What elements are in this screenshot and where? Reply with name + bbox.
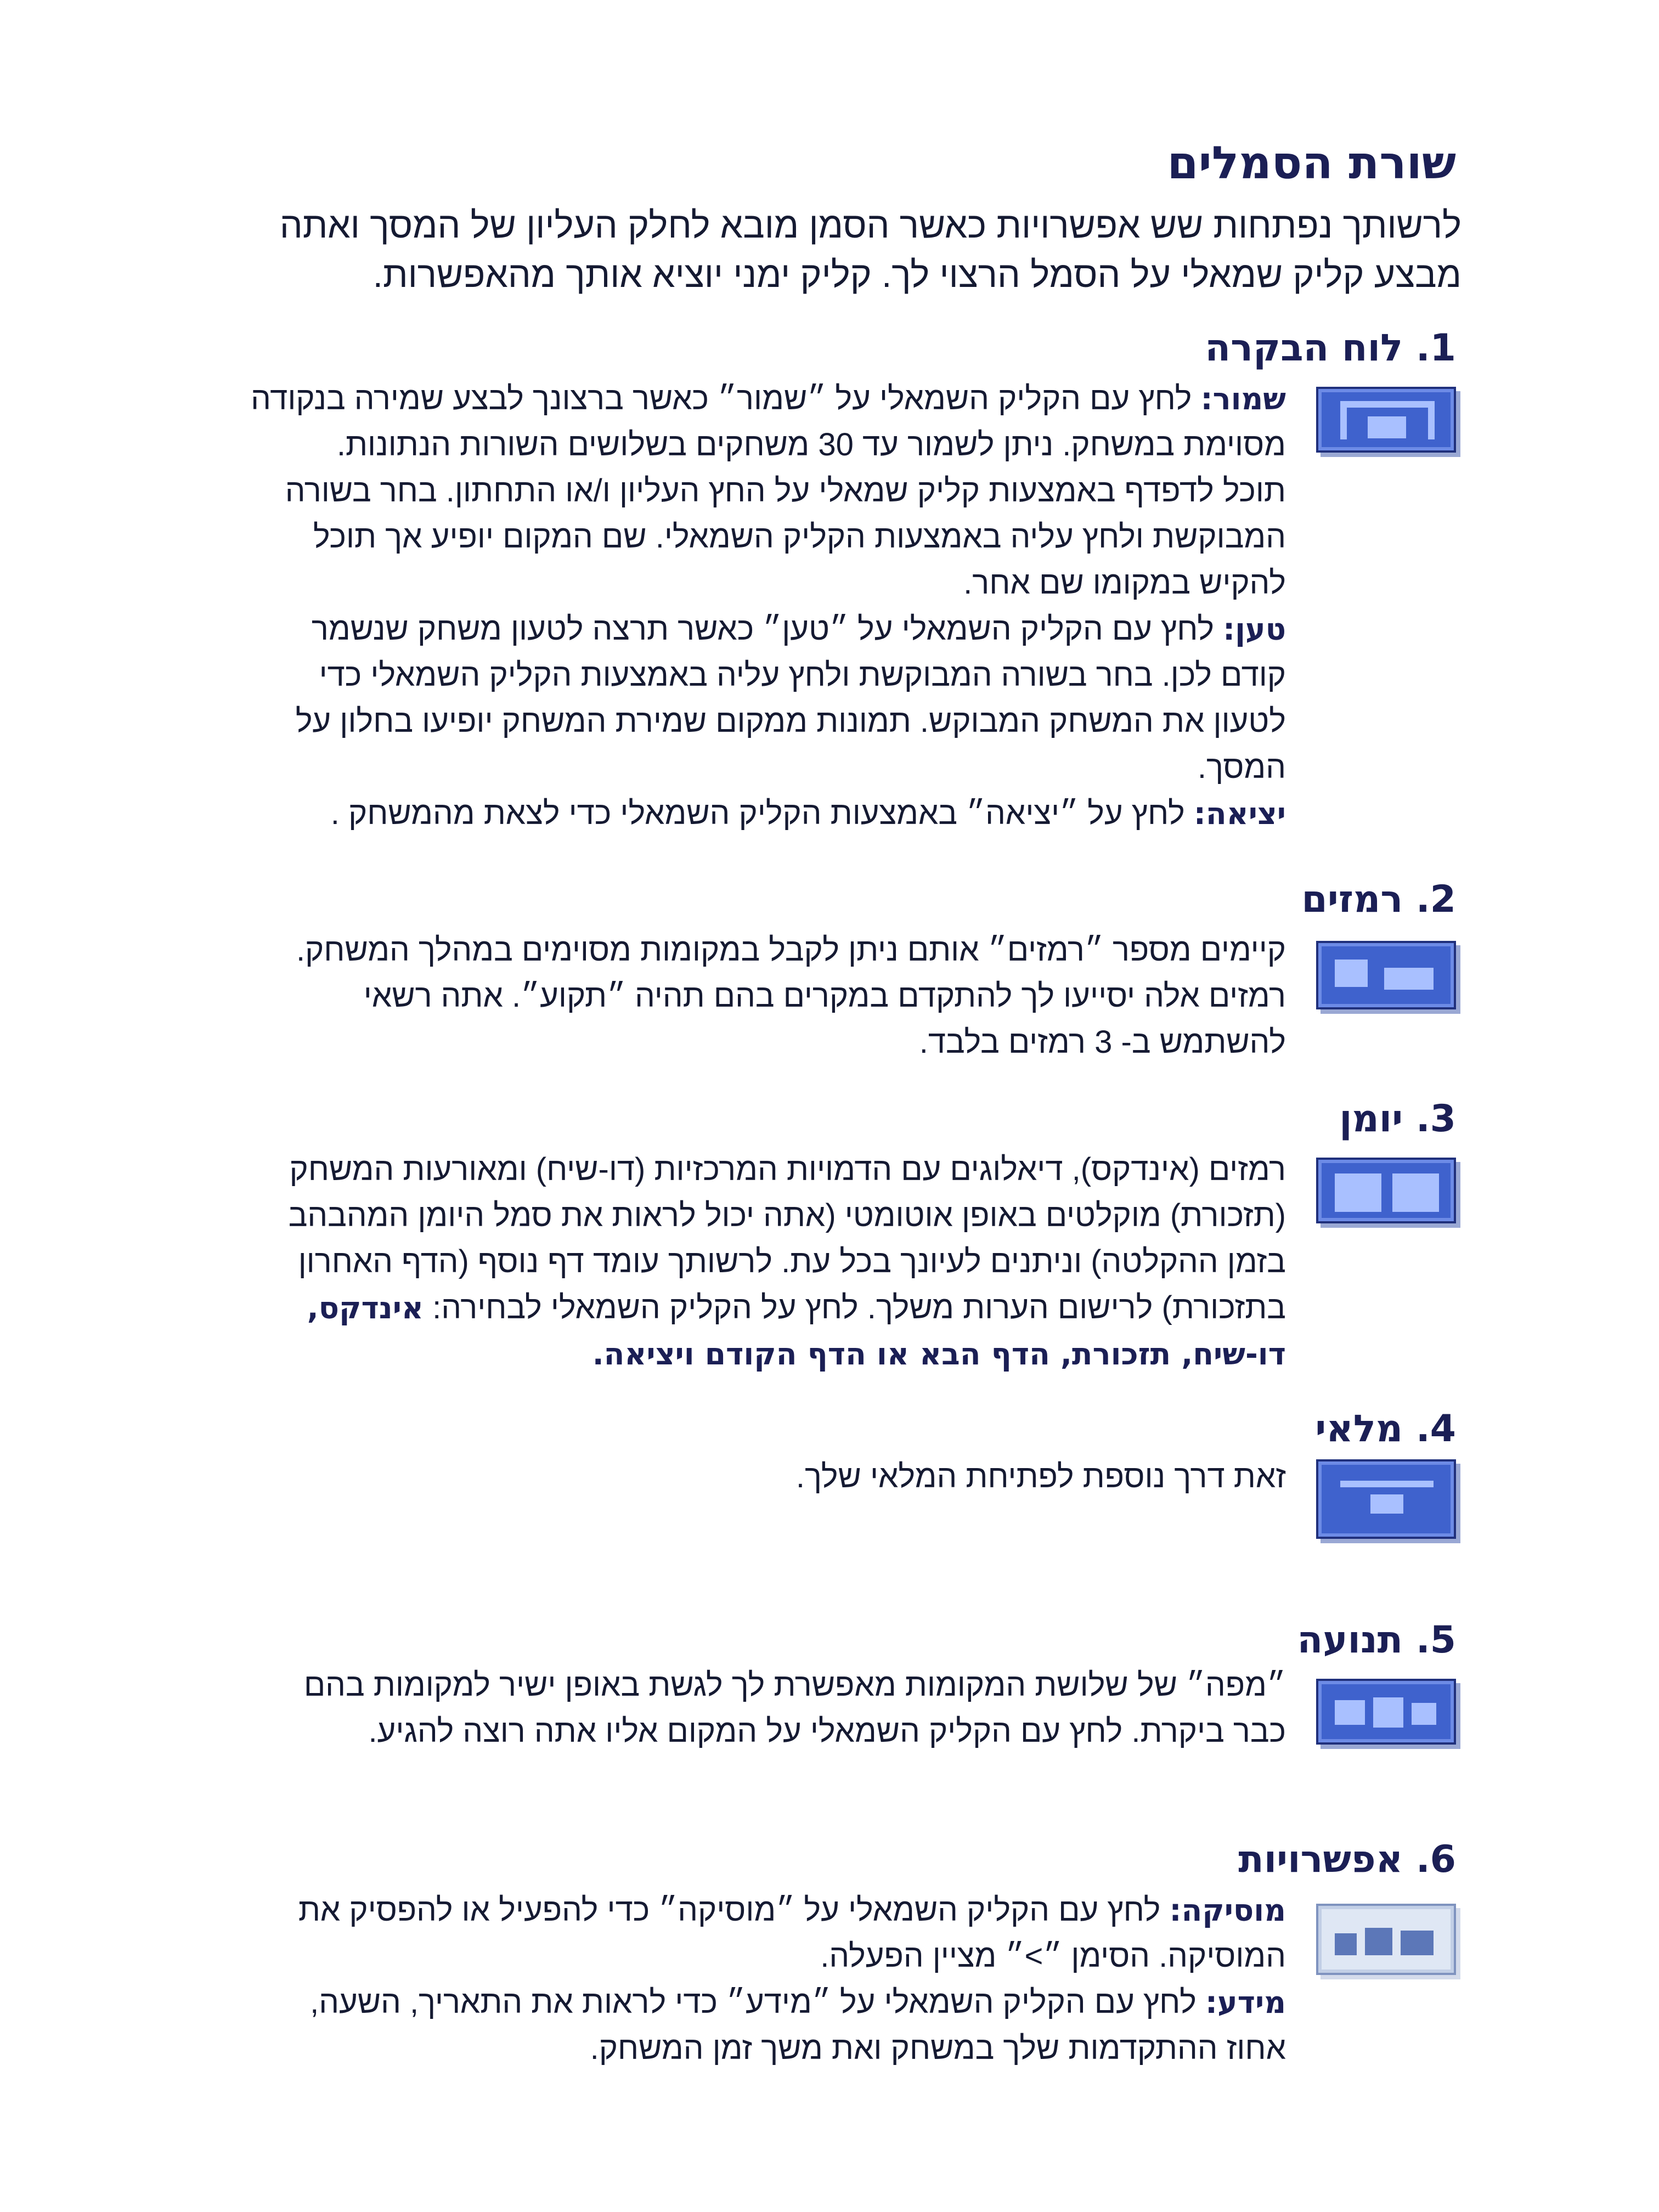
map-icon bbox=[1316, 1679, 1456, 1745]
paragraph-hints: קיימים מספר ״רמזים״ אותם ניתן לקבל במקומות מסוימים במהלך המשחק. רמזים אלה יסייעו לך להתקדם במקרים בהם תהיה ״תקוע״. אתה רשאי להשתמש ב- 3 רמזים בלבד. bbox=[296, 932, 1286, 1060]
section-body-options bbox=[249, 1887, 1286, 2072]
paragraph-journal: רמזים (אינדקס), דיאלוגים עם הדמויות המרכזיות (דו-שיח) ומאורעות המשחק (תזכורת) מוקלטים באופן אוטומטי (אתה יכול לראות את סמל היומן המהבהב בזמן ההקלטה) וניתנים לעיונך בכל עת. לרשותך עומד דף נוסף (הדף האחרון בתזכורת) לרישום הערות משלך. לחץ על הקליק השמאלי לבחירה: אינדקס, דו-שיח, תזכורת, הדף הבא או הדף הקודם ויציאה. bbox=[288, 1152, 1286, 1372]
hints-icon bbox=[1316, 941, 1456, 1009]
paragraph-info: מידע: לחץ עם הקליק השמאלי על ״מידע״ כדי לראות את התאריך, השעה, אחוז ההתקדמות שלך במשחק ואת משך זמן המשחק. bbox=[310, 1984, 1286, 2066]
section-body-journal bbox=[249, 1147, 1286, 1377]
inventory-icon bbox=[1316, 1459, 1456, 1539]
section-heading-control-panel: 1. לוח הבקרה bbox=[1205, 326, 1456, 370]
section-heading-movement: 5. תנועה bbox=[1297, 1618, 1456, 1662]
paragraph-load: טען: לחץ עם הקליק השמאלי על ״טען״ כאשר תרצה לטעון משחק שנשמר קודם לכן. בחר בשורה המבוקשת ולחץ עליה באמצעות הקליק השמאלי כדי לטעון את המשחק המבוקש. תמונות ממקום שמירת המשחק יופיעו בחלון על המסך. bbox=[295, 611, 1286, 785]
paragraph-music: מוסיקה: לחץ עם הקליק השמאלי על ״מוסיקה״ כדי להפעיל או להפסיק את המוסיקה. הסימן ״>״ מציין הפעלה. bbox=[298, 1892, 1286, 1974]
section-body-hints bbox=[249, 927, 1286, 1065]
page-title: שורת הסמלים bbox=[1167, 137, 1456, 189]
section-heading-hints: 2. רמזים bbox=[1301, 878, 1456, 921]
intro-paragraph: לרשותך נפתחות שש אפשרויות כאשר הסמן מובא לחלק העליון של המסך ואתה מבצע קליק שמאלי על הסמל הרצוי לך. קליק ימני יוציא אותך מהאפשרות. bbox=[279, 205, 1462, 295]
paragraph-browse: תוכל לדפדף באמצעות קליק שמאלי על החץ העליון ו/או התחתון. בחר בשורה המבוקשת ולחץ עליה באמצעות הקליק השמאלי. שם המקום יופיע אך תוכל להקיש במקומו שם אחר. bbox=[285, 473, 1286, 601]
section-heading-inventory: 4. מלאי bbox=[1315, 1407, 1456, 1451]
section-heading-journal: 3. יומן bbox=[1339, 1097, 1456, 1141]
section-body-inventory bbox=[249, 1454, 1286, 1500]
paragraph-movement: ״מפה״ של שלושת המקומות מאפשרת לך לגשת באופן ישיר למקומות בהם כבר ביקרת. לחץ עם הקליק השמאלי על המקום אליו אתה רוצה להגיע. bbox=[303, 1667, 1286, 1749]
section-body-movement bbox=[249, 1662, 1286, 1754]
journal-icon bbox=[1316, 1158, 1456, 1223]
paragraph-exit: יציאה: לחץ על ״יציאה״ באמצעות הקליק השמאלי כדי לצאת מהמשחק . bbox=[330, 795, 1286, 831]
paragraph-save: שמור: לחץ עם הקליק השמאלי על ״שמור״ כאשר ברצונך לבצע שמירה בנקודה מסוימת במשחק. ניתן לשמור עד 30 משחקים בשלושים השורות הנתונות. bbox=[251, 381, 1286, 462]
section-heading-options: 6. אפשרויות bbox=[1238, 1838, 1456, 1881]
section-body-control-panel bbox=[249, 376, 1286, 837]
paragraph-inventory: זאת דרך נוספת לפתיחת המלאי שלך. bbox=[795, 1459, 1286, 1494]
save-board-icon bbox=[1316, 387, 1456, 453]
options-icon bbox=[1316, 1904, 1456, 1975]
